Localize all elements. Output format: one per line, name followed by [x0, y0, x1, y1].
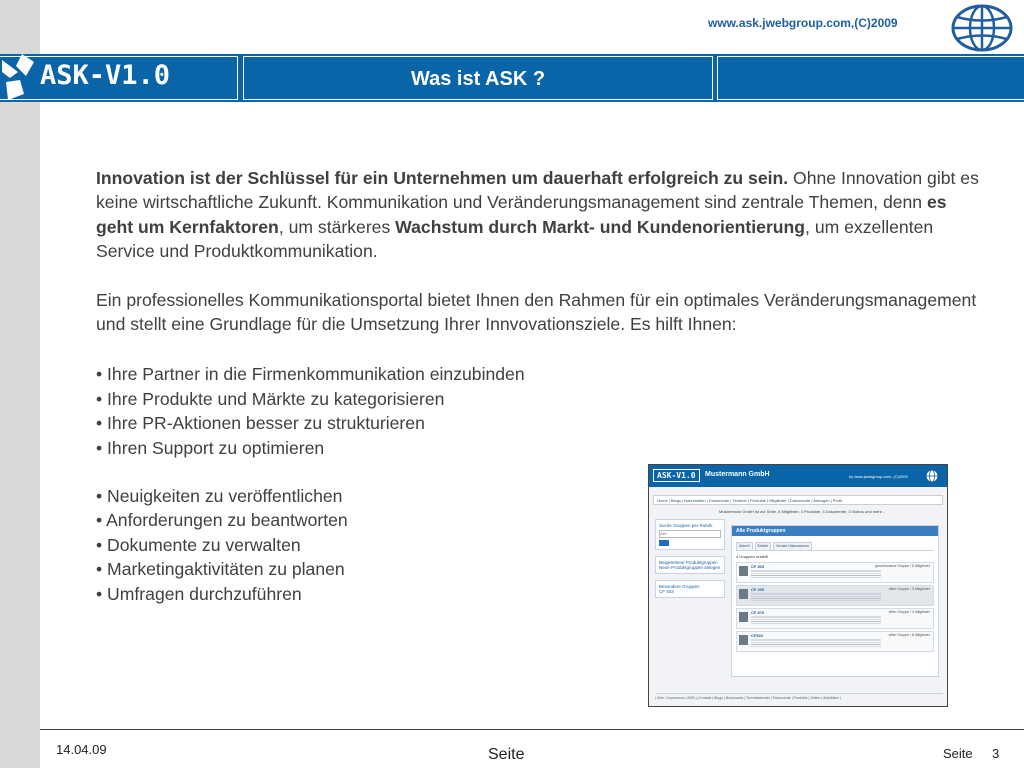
thumb-count: 4 Gruppen erstellt [736, 554, 768, 559]
thumb-row-meta: offen Gruppe / 8 Mitglieder [888, 633, 930, 637]
footer-page-label: Seite [943, 746, 973, 761]
thumb-search-panel [655, 519, 725, 550]
thumb-globe-icon [925, 469, 939, 483]
intro-text-3: , um exzellenten Service und Produktkommunikation. [96, 216, 934, 262]
thumb-sidebar [655, 519, 725, 604]
bullet-list-1 [96, 362, 986, 460]
thumb-tab: Beliebt [755, 542, 772, 551]
bullet-item: • Dokumente zu verwalten [96, 534, 301, 555]
bullet-item: • Marketingaktivitäten zu planen [96, 559, 345, 580]
thumb-row-meta: offen Gruppe / 4 Mitglieder [888, 610, 930, 614]
thumb-footer: | Über | Impressum | AGB | | Kontakt | Blogs | Bookmarks | Terminkalender | Dokumente | Produkte | Seiten | Aktivitäten | [655, 693, 943, 702]
bullet-item: • Ihre Partner in die Firmenkommunikation einzubinden [96, 364, 525, 385]
intro-paragraph [96, 166, 986, 264]
left-sidebar-strip [0, 0, 40, 768]
thumb-avatar [739, 589, 748, 599]
bullet-item: • Ihren Support zu optimieren [96, 437, 325, 458]
page-title: Was ist ASK ? [410, 68, 546, 90]
thumb-breadcrumb: Mustermann GmbH ist zur Seite, 6 Mitglieder, 4 Produkte, 3 Dokumente, 3 Videos und mehr... [719, 509, 886, 514]
thumb-company: Mustermann GmbH [705, 471, 770, 478]
thumb-nav: Home | Blogs | Nachrichten | Dokumente | Termine | Produkte | Mitglieder | Dokumente | Anfragen | Profil [653, 495, 943, 505]
thumb-row-title: CF 205 [751, 587, 765, 592]
intro-text-1: Ohne Innovation gibt es keine wirtschaftliche Zukunft. Kommunikation und Veränderungsmanagement sind zentrale Themen, denn [96, 168, 979, 213]
intro-bold-3: Wachstum durch Markt- und Kundenorientierung [395, 216, 806, 237]
thumb-group-item: CF 403 [659, 589, 674, 594]
thumb-url: by www.jwebgroup.com, (C)2009 [849, 474, 908, 479]
portal-screenshot [648, 464, 948, 707]
thumb-groups-title: Besondere Gruppen [659, 584, 700, 589]
thumb-avatar [739, 612, 748, 622]
thumb-tab: Neuste Diskussionen [773, 542, 812, 551]
thumb-tab: Aktuell [736, 542, 753, 551]
thumb-main-panel [731, 525, 939, 677]
header-url: www.ask.jwebgroup.com,(C)2009 [708, 16, 898, 30]
bullet-item: • Umfragen durchzuführen [96, 583, 302, 604]
intro-bold-2: es geht um Kernfaktoren [96, 192, 947, 237]
thumb-search-title: Suche Gruppen per Rubrik [659, 523, 713, 528]
bullet-item: • Ihre Produkte und Märkte zu kategorisieren [96, 388, 445, 409]
thumb-row-text [751, 569, 881, 579]
thumb-row-text [751, 638, 881, 648]
thumb-group-row [736, 631, 934, 652]
thumb-group-row [736, 608, 934, 629]
thumb-row-title: CF 870 [751, 610, 765, 615]
footer-center-label: Seite [488, 746, 525, 763]
thumb-links-panel [655, 556, 725, 574]
thumb-avatar [739, 566, 748, 576]
thumb-group-row [736, 585, 934, 606]
thumb-row-meta: geschlossene Gruppe / 8 Mitglieder [874, 564, 930, 568]
thumb-row-title: CF 403 [751, 564, 765, 569]
thumb-brand: ASK-V1.0 [653, 469, 700, 482]
intro-bold-1: Innovation ist der Schlüssel für ein Unternehmen um dauerhaft erfolgreich zu sein. [96, 168, 789, 188]
thumb-avatar [739, 635, 748, 645]
thumb-main-title: Alle Produktgruppen [732, 526, 938, 536]
thumb-tabs [736, 542, 934, 551]
header-box-right [717, 56, 1024, 100]
thumb-group-row [736, 562, 934, 583]
thumb-groups-panel [655, 580, 725, 598]
thumb-link: Neue Produktgruppen anlegen [659, 565, 721, 570]
thumb-go-button [659, 540, 669, 546]
intro-text-2: , um stärkeres [278, 216, 396, 237]
bullet-item: • Anforderungen zu beantworten [96, 510, 348, 531]
footer-date: 14.04.09 [56, 742, 107, 757]
bullet-item: • Neuigkeiten zu veröffentlichen [96, 486, 343, 507]
thumb-row-meta: offen Gruppe / 3 Mitglieder [888, 587, 930, 591]
thumb-row-title: CF543 [751, 633, 764, 638]
portal-paragraph: Ein professionelles Kommunikationsportal bietet Ihnen den Rahmen für ein optimales Veränderungsmanagement und stellt eine Grundlage für die Umsetzung Ihrer Innvovationsziele. Es hilft Ihnen: [96, 289, 977, 335]
thumb-row-text [751, 615, 881, 625]
footer-divider [40, 729, 1024, 730]
thumb-row-text [751, 592, 881, 602]
thumb-search-input: Alle [659, 530, 721, 538]
bullet-item: • Ihre PR-Aktionen besser zu strukturieren [96, 413, 425, 434]
footer-page-number: 3 [992, 746, 1000, 761]
globe-logo-icon [951, 4, 1013, 52]
thumb-link: Beigetretene Produktgruppen [659, 560, 718, 565]
brand-name: ASK-V1.0 [40, 60, 171, 91]
